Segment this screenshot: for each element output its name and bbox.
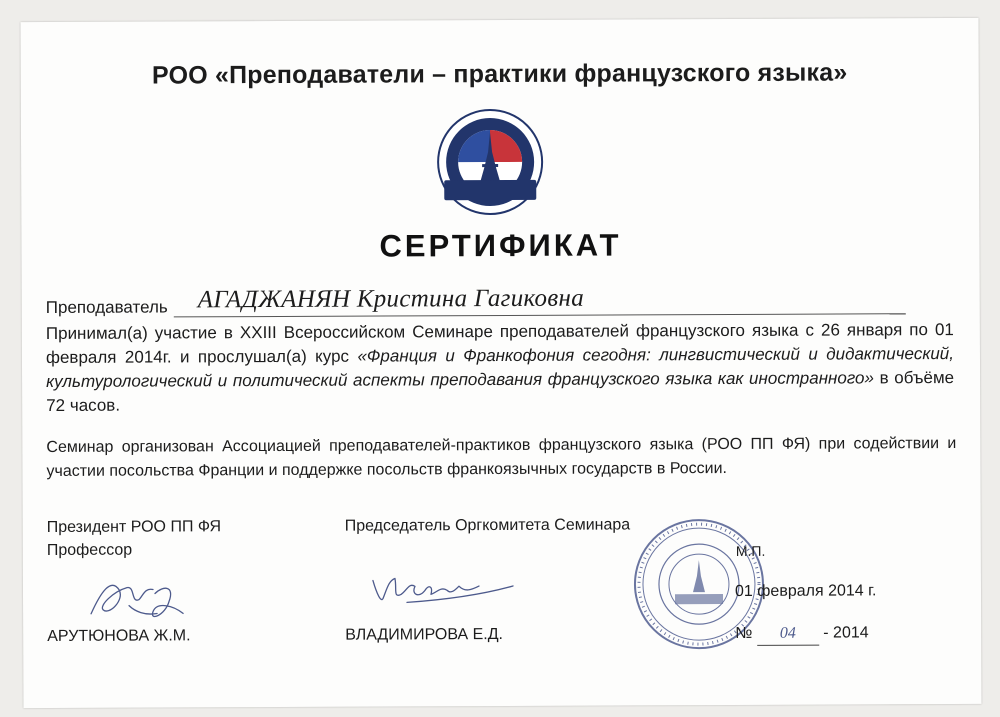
chair-title: Председатель Оргкомитета Семинара [344,516,631,535]
president-degree: Профессор [46,541,133,559]
issue-date: 01 февраля 2014 г. [734,582,877,600]
organization-title: РОО «Преподаватели – практики французского языка» [151,58,848,90]
course-title: «Франция и Франкофония сегодня: лингвистический и дидактический, культурологический и политический аспекты преподавания французского языка как иностранного» [46,344,955,391]
participation-paragraph [46,318,954,418]
teacher-name: АГАДЖАНЯН Кристина Гагиковна [197,284,585,314]
teacher-label: Преподаватель [45,297,168,317]
president-name: АРУТЮНОВА Ж.М. [47,627,191,645]
organizer-paragraph: Семинар организован Ассоциацией преподавателей-практиков французского языка (РОО ПП ФЯ) при содействии и участии посольства Франции и поддержке посольств франкоязычных государств в России. [46,435,957,480]
number-value: 04 [757,622,819,646]
hours-text: в объёме 72 часов. [46,368,955,415]
president-signature [79,569,199,630]
certificate-sheet [21,18,982,708]
president-title: Президент РОО ПП ФЯ [46,518,222,536]
certificate-number [735,621,869,646]
chair-name: ВЛАДИМИРОВА Е.Д. [345,625,504,644]
number-year: - 2014 [823,624,869,642]
chair-signature [367,568,517,609]
participation-text: Принимал(а) участие в XXIII Всероссийском Семинаре преподавателей французского языка с 26 января по 01 февраля 2014г. и прослушал(а) курс [45,320,954,367]
stamp-label: М.П. [735,542,766,559]
teacher-row [46,286,906,320]
number-prefix: № [735,624,753,642]
association-logo [436,108,544,216]
certificate-title: СЕРТИФИКАТ [379,227,622,264]
